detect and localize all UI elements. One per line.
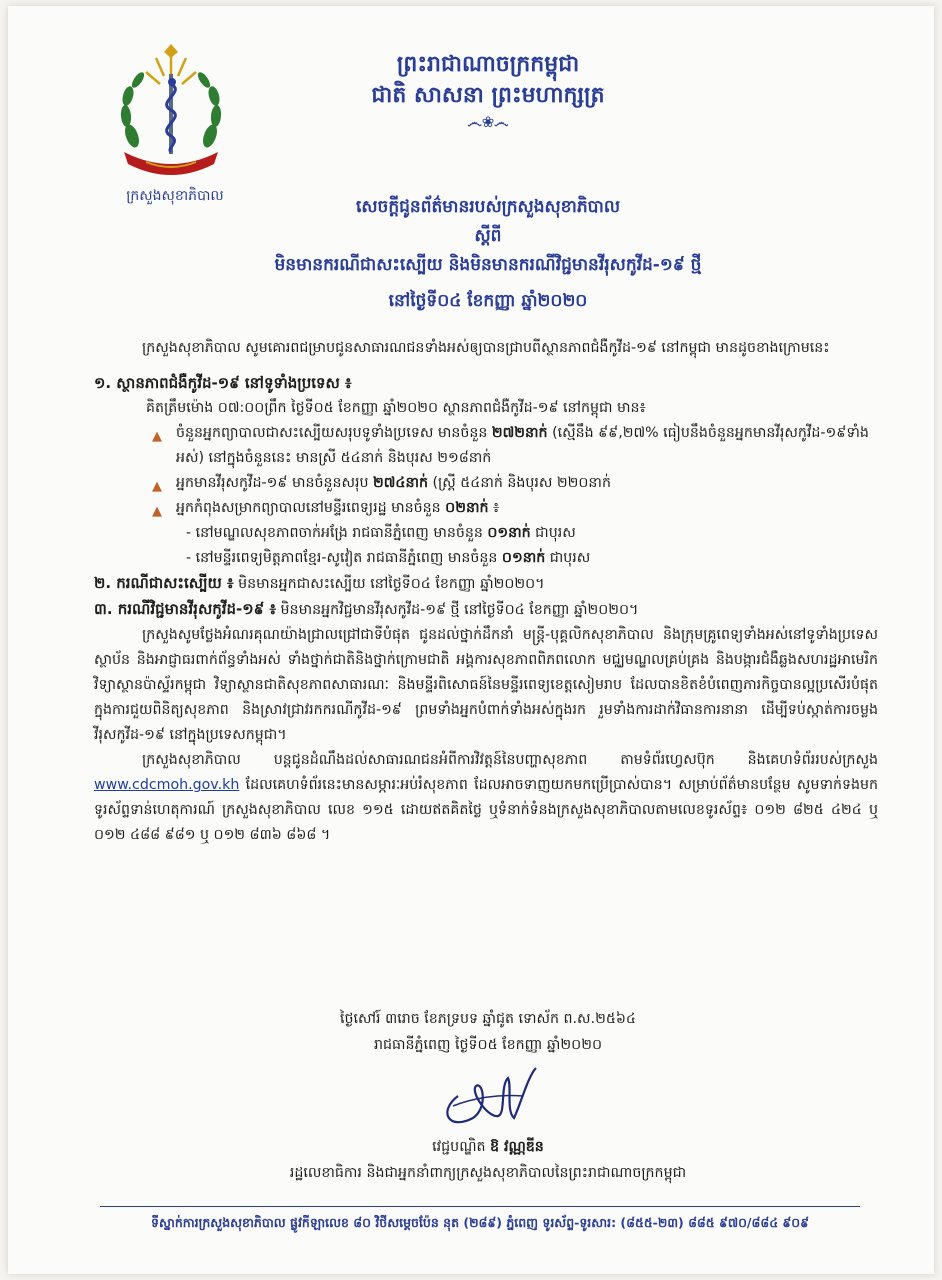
intro-paragraph: ក្រសួងសុខាភិបាល សូមគោរពជម្រាបជូនសាធារណជនទាំងអស់ឲ្យបានជ្រាបពីស្ថានភាពជំងឺកូវីដ-១៩ នៅកម្ពុជា មានដូចខាងក្រោមនេះ — [142, 340, 830, 356]
dash-2-detail: ជាបុរស — [545, 550, 591, 566]
date-block — [308, 1006, 668, 1058]
ministry-emblem-icon — [106, 44, 236, 184]
website-link[interactable]: www.cdcmoh.gov.kh — [94, 777, 240, 793]
dash-1-text: - នៅមណ្ឌលសុខភាពចាក់អង្រែ រាជធានីភ្នំពេញ មានចំនួន — [186, 525, 488, 541]
signer-name-line — [258, 1134, 718, 1160]
section-2-heading: ២. ករណីជាសះស្បើយ ៖ — [94, 574, 234, 592]
bullet-2-detail: (ស្ត្រី ៥៤នាក់ និងបុរស ២២០នាក់ — [427, 475, 611, 491]
bullet-1-detail: (ស្មើនឹង ៩៩,២៧% ធៀបនឹងចំនួនអ្នកមានវីរុសកូវីដ-១៩ទាំងអស់) នៅក្នុងចំនួននេះ មានស្រី ៥៤នាក់ និងបុរស ២១៨នាក់ — [176, 425, 869, 466]
dash-1-detail: ជាបុរស — [530, 525, 576, 541]
signer-block — [258, 1134, 718, 1186]
signer-name: ឱ វណ្ណឌីន — [490, 1139, 544, 1155]
bullet-total-cases — [152, 471, 878, 496]
dash-item-1 — [186, 521, 878, 546]
dash-2-text: - នៅមន្ទីរពេទ្យមិត្តភាពខ្មែរ-សូវៀត រាជធានីភ្នំពេញ មានចំនួន — [186, 550, 502, 566]
contact-paragraph — [94, 748, 878, 848]
document-page — [8, 6, 934, 1274]
kingdom-header — [308, 50, 668, 132]
title-date: នៅថ្ងៃទី០៤ ខែកញ្ញា ឆ្នាំ២០២០ — [388, 291, 588, 311]
contact-detail: ដែលគេហទំព័រនេះមានសម្ភារៈអប់រំសុខភាព ដែលអាចទាញយកមកប្រើប្រាស់បាន។ សម្រាប់ព័ត៌មានបន្ថែម សូមទាក់ទងមកទូរស័ព្ទទាន់ហេតុការណ៍ ក្រសួងសុខាភិបាល លេខ ១១៥ ដោយឥតគិតថ្លៃ ឬទំនាក់ទំនងក្រសួងសុខាភិបាលតាមលេខទូរស័ព្ទ៖ ០១២ ៨២៥ ៤២៤ ឬ ០១២ ៤៨៨ ៩៨១ ឬ ០១២ ៨៣៦ ៨៦៨ ។ — [94, 777, 878, 843]
bullet-3-text: អ្នកកំពុងសម្រាកព្យាបាលនៅមន្ទីរពេទ្យរដ្ឋ មានចំនួន — [176, 500, 446, 516]
signer-title: រដ្ឋលេខាធិការ និងជាអ្នកនាំពាក្យក្រសួងសុខាភិបាលនៃព្រះរាជាណាចក្រកម្ពុជា — [289, 1165, 687, 1181]
lunar-date: ថ្ងៃសៅរ៍ ៣រោច ខែភទ្របទ ឆ្នាំជូត ទោស័ក ព.ស.២៥៦៤ — [340, 1011, 636, 1027]
footer-address: ទីស្នាក់ការក្រសួងសុខាភិបាល ផ្លូវកីឡាលេខ ៨០ វិថីសម្តេចប៉ែន នុត (២៨៩) ភ្នំពេញ ទូរស័ព្ទ-ទូរសារ: (៨៥៥-២៣) ៨៨៥ ៩៧០/៨៨៤ ៩០៩ — [151, 1215, 809, 1230]
national-motto: ជាតិ សាសនា ព្រះមហាក្សត្រ — [371, 83, 605, 108]
bullet-1-value: ២៧២នាក់ — [491, 425, 548, 441]
bullet-in-treatment — [152, 496, 878, 521]
title-line-3: មិនមានករណីជាសះស្បើយ និងមិនមានករណីវិជ្ជមានវីរុសកូវីដ-១៩ ថ្មី — [274, 255, 702, 275]
section-2 — [94, 571, 878, 597]
solar-date: រាជធានីភ្នំពេញ ថ្ងៃទី០៥ ខែកញ្ញា ឆ្នាំ២០២០ — [373, 1037, 602, 1053]
title-line-2: ស្តីពី — [474, 226, 502, 246]
section-1-as-of: គិតត្រឹមម៉ោង ០៧:០០ព្រឹក ថ្ងៃទី០៥ ខែកញ្ញា ឆ្នាំ២០២០ ស្ថានភាពជំងឺកូវីដ-១៩ នៅកម្ពុជា មាន៖ — [146, 400, 646, 416]
contact-text: ក្រសួងសុខាភិបាល បន្តជូនដំណឹងដល់សាធារណជនអំពីការវិវត្តន៍នៃបញ្ហាសុខភាព តាមទំព័រហ្វេសប៊ុក និងគេហទំព័ររបស់ក្រសួង — [142, 752, 878, 768]
ornament-divider: ෴❀෴ — [467, 113, 509, 131]
section-1-heading: ១. ស្ថានភាពជំងឺកូវីដ-១៩ នៅទូទាំងប្រទេស ៖ — [94, 374, 352, 392]
bullet-3-value: ០២នាក់ — [445, 500, 489, 516]
bullet-2-text: អ្នកមានវីរុសកូវីដ-១៩ មានចំនួនសរុប — [176, 475, 374, 491]
title-line-1: សេចក្តីជូនព័ត៌មានរបស់ក្រសួងសុខាភិបាល — [355, 197, 621, 217]
section-2-text: មិនមានអ្នកជាសះស្បើយ នៅថ្ងៃទី០៤ ខែកញ្ញា ឆ្នាំ២០២០។ — [233, 576, 545, 592]
ministry-label: ក្រសួងសុខាភិបាល — [126, 188, 224, 204]
dash-item-2 — [186, 546, 878, 571]
bullet-arrow-icon: ▲ — [152, 429, 162, 444]
footer-divider — [100, 1206, 860, 1207]
signer-prefix: វេជ្ជបណ្ឌិត — [432, 1139, 491, 1155]
dash-1-value: ០១នាក់ — [487, 525, 531, 541]
thanks-paragraph: ក្រសួងសូមថ្លែងអំណរគុណយ៉ាងជ្រាលជ្រៅជាទីបំផុត ជូនដល់ថ្នាក់ដឹកនាំ មន្ត្រី-បុគ្គលិកសុខាភិបាល និងក្រុមគ្រូពេទ្យទាំងអស់នៅទូទាំងប្រទេស ស្ថាប័ន និងអាជ្ញាធរពាក់ព័ន្ធទាំងអស់ ទាំងថ្នាក់ជាតិនិងថ្នាក់ក្រោមជាតិ អង្គការសុខភាពពិភពលោក មជ្ឈមណ្ឌលគ្រប់គ្រង និងបង្ការជំងឺឆ្លងសហរដ្ឋអាមេរិក វិទ្យាស្ថានប៉ាស្ទ័រកម្ពុជា វិទ្យាស្ថានជាតិសុខភាពសាធារណៈ និងមន្ទីរពិសោធន៍នៃមន្ទីរពេទ្យខេត្តសៀមរាប ដែលបានខិតខំបំពេញភារកិច្ចបានល្អប្រសើរបំផុត ក្នុងការជួយពិនិត្យសុខភាព និងស្រាវជ្រាវរកករណីកូវីដ-១៩ ព្រមទាំងអ្នកបំពាក់ទាំងអស់ក្នុងរក រួមទាំងការដាក់វិធានការនានា ដើម្បីទប់ស្កាត់ការចម្លងវីរុសកូវីដ-១៩ នៅក្នុងប្រទេសកម្ពុជា។ — [94, 627, 878, 743]
bullet-1-text: ចំនួនអ្នកព្យាបាលជាសះស្បើយសរុបទូទាំងប្រទេស មានចំនួន — [176, 425, 492, 441]
bullet-arrow-icon: ▲ — [152, 504, 162, 519]
document-body — [94, 336, 878, 848]
section-3-heading: ៣. ករណីវិជ្ជមានវីរុសកូវីដ-១៩ ៖ — [94, 600, 277, 618]
signature-icon — [428, 1056, 548, 1136]
section-3-text: មិនមានអ្នកវិជ្ជមានវីរុសកូវីដ-១៩ ថ្មី នៅថ្ងៃទី០៤ ខែកញ្ញា ឆ្នាំ២០២០។ — [276, 602, 639, 618]
bullet-arrow-icon: ▲ — [152, 479, 162, 494]
dash-2-value: ០១នាក់ — [501, 550, 546, 566]
bullet-3-detail: ៖ — [488, 500, 500, 516]
section-3 — [94, 597, 878, 623]
kingdom-name: ព្រះរាជាណាចក្រកម្ពុជា — [396, 52, 580, 77]
bullet-recovered — [152, 421, 878, 471]
bullet-2-value: ២៧៤នាក់ — [373, 475, 428, 491]
document-title — [158, 186, 818, 318]
